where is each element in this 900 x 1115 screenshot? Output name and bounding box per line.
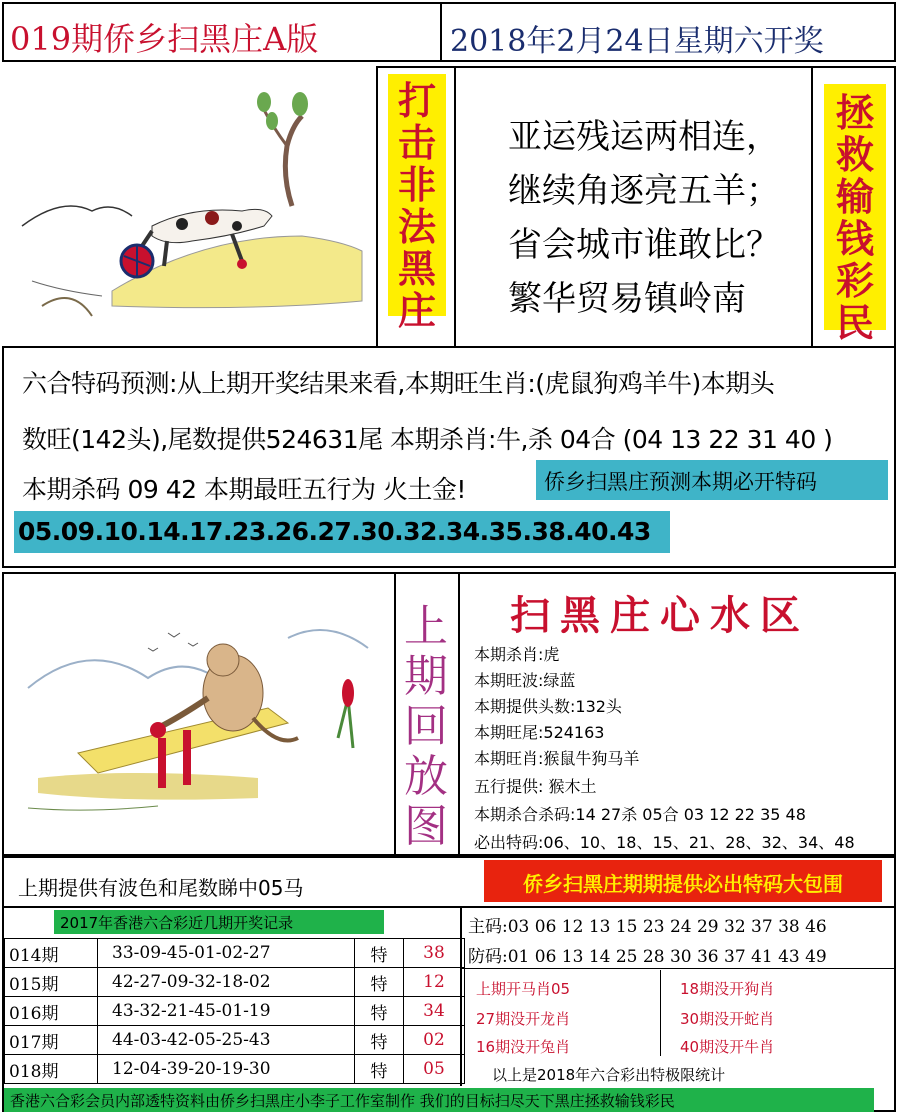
draw-date: 2018年2月24日星期六开奖 <box>440 2 896 62</box>
poem-line: 繁华贸易镇岭南 <box>508 279 746 319</box>
table-row <box>5 939 465 968</box>
divider <box>811 66 813 346</box>
slogan-char: 非 <box>397 162 436 207</box>
special-label-cell: 特 <box>355 1026 404 1055</box>
dog-ball-illustration <box>2 66 376 346</box>
last-wave-text: 上期提供有波色和尾数睇中05马 <box>18 876 304 900</box>
slogan-char: 庄 <box>397 288 436 333</box>
xinshui-line: 本期杀合杀码:14 27杀 05合 03 12 22 35 48 <box>474 805 806 824</box>
footer-banner: 香港六合彩会员内部透特资料由侨乡扫黑庄小李子工作室制作 我们的目标扫尽天下黑庄拯救输钱彩民 <box>4 1088 874 1112</box>
xinshui-line: 本期杀肖:虎 <box>474 645 560 664</box>
review-char: 期 <box>404 651 448 702</box>
review-char: 回 <box>404 701 448 752</box>
period-cell: 014期 <box>5 939 98 968</box>
xinshui-line: 本期旺波:绿蓝 <box>474 671 576 690</box>
slogan-right <box>824 84 886 345</box>
slogan-char: 钱 <box>835 216 874 261</box>
missing-stat: 27期没开龙肖 <box>476 1010 571 1028</box>
numbers-cell: 42-27-09-32-18-02 <box>98 968 355 997</box>
monkey-illustration <box>8 578 394 854</box>
missing-stat: 上期开马肖05 <box>476 980 571 998</box>
slogan-char: 救 <box>835 132 874 177</box>
slogan-char: 彩 <box>835 258 874 303</box>
table-row <box>5 1026 465 1055</box>
prediction-line-2: 数旺(142头),尾数提供524631尾 本期杀肖:牛,杀 04合 (04 13 22 31 40 ) <box>22 425 833 454</box>
period-cell: 015期 <box>5 968 98 997</box>
slogan-char: 击 <box>397 120 436 165</box>
divider <box>2 906 896 908</box>
xinshui-line: 五行提供: 猴木土 <box>474 777 597 796</box>
slogan-char: 法 <box>397 204 436 249</box>
poem-line: 省会城市谁敢比？ <box>508 225 780 265</box>
slogan-char: 拯 <box>835 90 874 135</box>
table-row <box>5 997 465 1026</box>
table-row <box>5 968 465 997</box>
slogan-left <box>388 74 446 333</box>
special-label-cell: 特 <box>355 939 404 968</box>
numbers-cell: 12-04-39-20-19-30 <box>98 1055 355 1084</box>
divider <box>394 572 396 856</box>
special-label-cell: 特 <box>355 968 404 997</box>
divider <box>660 970 661 1056</box>
special-label-cell: 特 <box>355 997 404 1026</box>
period-cell: 016期 <box>5 997 98 1026</box>
special-number-cell: 05 <box>404 1055 465 1084</box>
numbers-cell: 43-32-21-45-01-19 <box>98 997 355 1026</box>
xinshui-title: 扫黑庄心水区 <box>510 592 810 639</box>
must-open-codes: 05.09.10.14.17.23.26.27.30.32.34.35.38.40.43 <box>14 511 670 553</box>
must-open-label: 侨乡扫黑庄预测本期必开特码 <box>536 460 888 500</box>
main-codes: 主码:03 06 12 13 15 23 24 29 32 37 38 46 <box>468 917 827 937</box>
slogan-char: 民 <box>835 300 874 345</box>
special-label-cell: 特 <box>355 1055 404 1084</box>
defense-codes: 防码:01 06 13 14 25 28 30 36 37 41 43 49 <box>468 947 827 967</box>
big-bag-banner: 侨乡扫黑庄期期提供必出特码大包围 <box>484 860 882 902</box>
divider <box>460 968 896 969</box>
review-char: 图 <box>404 801 448 852</box>
special-number-cell: 34 <box>404 997 465 1026</box>
prediction-line-1: 六合特码预测:从上期开奖结果来看,本期旺生肖:(虎鼠狗鸡羊牛)本期头 <box>22 369 775 398</box>
poem <box>456 66 811 346</box>
poem-line: 亚运残运两相连， <box>508 117 780 157</box>
period-cell: 018期 <box>5 1055 98 1084</box>
history-table <box>4 938 465 1084</box>
missing-stat: 30期没开蛇肖 <box>680 1010 775 1028</box>
poem-line: 继续角逐亮五羊； <box>508 171 780 211</box>
history-title: 2017年香港六合彩近几期开奖记录 <box>54 910 384 934</box>
special-number-cell: 02 <box>404 1026 465 1055</box>
xinshui-line: 本期旺肖:猴鼠牛狗马羊 <box>474 749 640 768</box>
numbers-cell: 33-09-45-01-02-27 <box>98 939 355 968</box>
review-char: 放 <box>404 751 448 802</box>
last-period-review-title <box>396 578 456 854</box>
slogan-char: 打 <box>397 78 436 123</box>
review-char: 上 <box>404 601 448 652</box>
missing-stat: 18期没开狗肖 <box>680 980 775 998</box>
stats-note: 以上是2018年六合彩出特极限统计 <box>492 1066 726 1084</box>
period-cell: 017期 <box>5 1026 98 1055</box>
slogan-char: 黑 <box>397 246 436 291</box>
prediction-line-3: 本期杀码 09 42 本期最旺五行为 火土金! <box>22 475 466 504</box>
page-title: 019期侨乡扫黑庄A版 <box>2 2 442 62</box>
numbers-cell: 44-03-42-05-25-43 <box>98 1026 355 1055</box>
special-number-cell: 12 <box>404 968 465 997</box>
xinshui-line: 必出特码:06、10、18、15、21、28、32、34、48 <box>474 833 855 852</box>
missing-stat: 40期没开牛肖 <box>680 1038 775 1056</box>
divider <box>376 66 378 346</box>
xinshui-panel <box>460 578 896 854</box>
xinshui-line: 本期旺尾:524163 <box>474 723 605 742</box>
missing-stat: 16期没开兔肖 <box>476 1038 571 1056</box>
special-number-cell: 38 <box>404 939 465 968</box>
xinshui-line: 本期提供头数:132头 <box>474 697 622 716</box>
slogan-char: 输 <box>835 174 874 219</box>
table-row <box>5 1055 465 1084</box>
